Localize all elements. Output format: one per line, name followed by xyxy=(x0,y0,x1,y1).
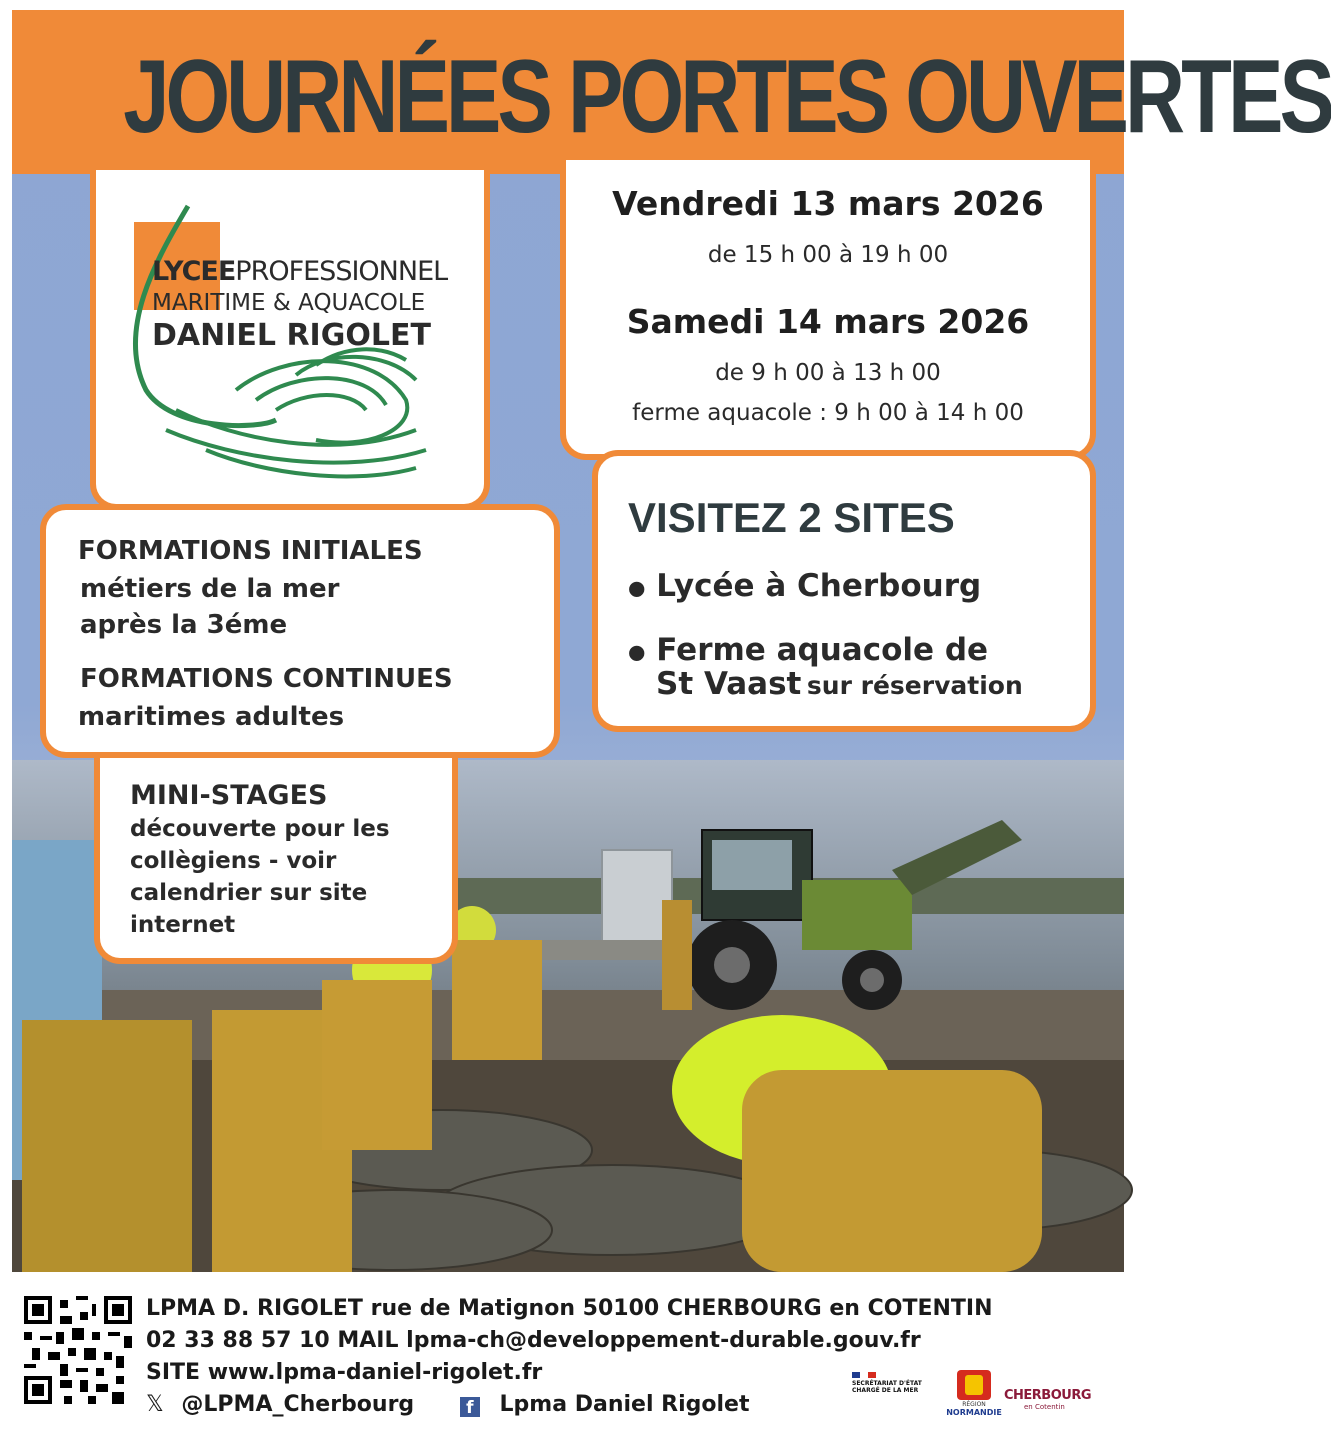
sites-title: VISITEZ 2 SITES xyxy=(628,494,955,541)
logo-line3: DANIEL RIGOLET xyxy=(152,318,431,353)
day1-title: Vendredi 13 mars 2026 xyxy=(612,184,1044,223)
secretariat-text: SECRÉTARIAT D'ÉTAT CHARGÉ DE LA MER xyxy=(852,1380,922,1394)
logo-line2: MARITIME & AQUACOLE xyxy=(152,290,426,316)
bullet-icon: ● xyxy=(628,639,646,664)
ministages-line1: découverte pour les xyxy=(130,816,390,842)
formations-continue-line1: maritimes adultes xyxy=(78,702,345,732)
normandie-logo xyxy=(946,1370,1002,1417)
formations-card xyxy=(40,504,560,758)
bullet-icon: ● xyxy=(628,575,646,600)
normandie-shield-icon xyxy=(957,1370,991,1400)
day2-farm-hours: ferme aquacole : 9 h 00 à 14 h 00 xyxy=(632,400,1024,426)
formations-continue-title: FORMATIONS CONTINUES xyxy=(80,664,453,694)
site-item-2-line2: St Vaast xyxy=(656,666,802,702)
ministages-line4: internet xyxy=(130,912,236,938)
footer-x-handle[interactable]: @LPMA_Cherbourg xyxy=(181,1392,415,1417)
normandie-text: NORMANDIE xyxy=(946,1408,1002,1417)
footer xyxy=(0,1272,1134,1436)
site-item-2-note: sur réservation xyxy=(806,671,1023,700)
formations-initial-line2: après la 3éme xyxy=(80,610,288,640)
cherbourg-sub-text: en Cotentin xyxy=(1024,1403,1065,1411)
logo-line1-bold: LYCEE xyxy=(152,256,236,287)
secretariat-logo xyxy=(852,1372,936,1394)
footer-phone-mail[interactable]: 02 33 88 57 10 MAIL lpma-ch@developpement-durable.gouv.fr xyxy=(146,1328,921,1353)
site-item-1: Lycée à Cherbourg xyxy=(656,568,982,604)
french-flag-icon xyxy=(852,1372,876,1378)
logo-line1-rest: PROFESSIONNEL xyxy=(235,256,448,287)
footer-site[interactable]: SITE www.lpma-daniel-rigolet.fr xyxy=(146,1360,543,1385)
region-small-text: RÉGION xyxy=(962,1401,986,1408)
facebook-icon: f xyxy=(460,1397,480,1417)
ministages-card xyxy=(94,758,458,964)
sites-card xyxy=(592,450,1096,732)
footer-facebook[interactable]: Lpma Daniel Rigolet xyxy=(499,1392,750,1417)
ministages-line3: calendrier sur site xyxy=(130,880,368,906)
logo-card xyxy=(90,170,490,510)
formations-initial-line1: métiers de la mer xyxy=(80,574,340,604)
formations-initial-title: FORMATIONS INITIALES xyxy=(78,536,423,566)
ministages-title: MINI-STAGES xyxy=(130,780,328,811)
day2-title: Samedi 14 mars 2026 xyxy=(626,302,1030,341)
day2-hours: de 9 h 00 à 13 h 00 xyxy=(715,360,941,386)
day1-hours: de 15 h 00 à 19 h 00 xyxy=(707,242,949,268)
site-item-2-line1: Ferme aquacole de xyxy=(656,632,989,668)
dates-card xyxy=(560,160,1096,460)
cherbourg-logo xyxy=(1004,1384,1091,1411)
qr-code-icon[interactable] xyxy=(24,1296,132,1404)
poster xyxy=(12,10,1331,1272)
footer-social-row xyxy=(146,1392,749,1417)
cherbourg-text: CHERBOURG xyxy=(1004,1388,1092,1403)
footer-address: LPMA D. RIGOLET rue de Matignon 50100 CHERBOURG en COTENTIN xyxy=(146,1296,993,1321)
ministages-line2: collègiens - voir xyxy=(130,848,337,874)
x-logo-icon: 𝕏 xyxy=(146,1392,164,1417)
page-title: JOURNÉES PORTES OUVERTES xyxy=(123,39,1331,155)
